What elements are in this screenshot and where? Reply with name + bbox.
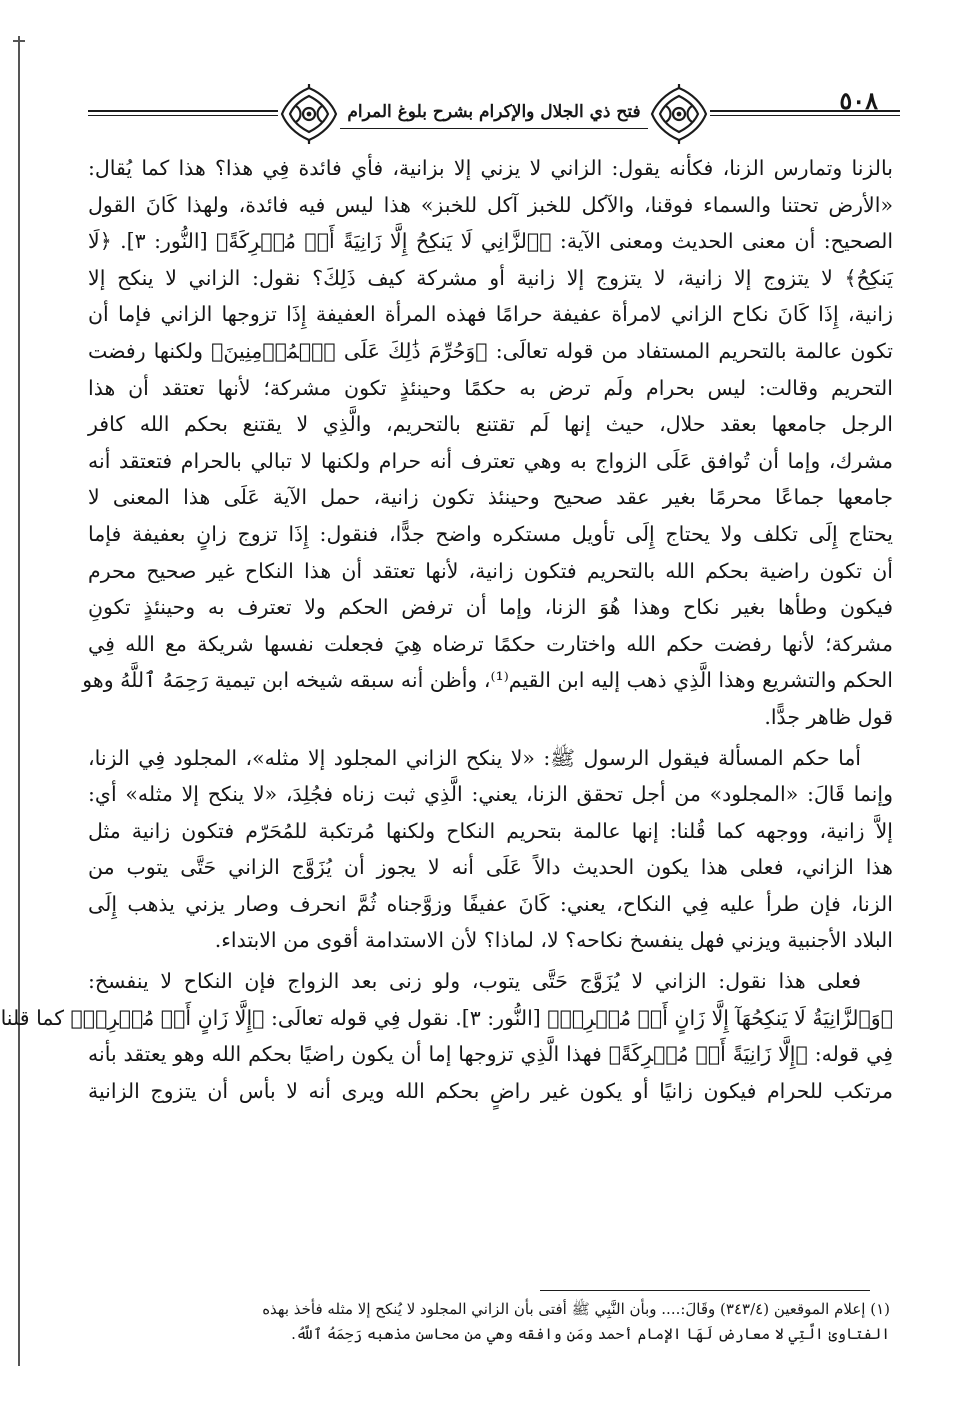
text-line: أن تكون راضية بحكم الله بالتحريم فتكون زانية، لأنها تعتقد أن هذا النكاح غير صحيح محرم	[88, 558, 893, 583]
footnote-line: (١) إعلام الموقعين (٣٤٣/٤) وقَالَ:.... وبأن النَّبِي ﷺ أفتى بأن الزاني المجلود لا يُنكح إلا مثله فأخذ بهذه	[262, 1300, 890, 1318]
footnote-separator	[540, 1290, 870, 1291]
body-text	[0, 150, 894, 1109]
page-number: ٥٠٨	[839, 86, 878, 115]
text-line: التحريم وقالت: ليس بحرام ولَم ترض به حكمًا وحينئذٍ تكون مشركة؛ لأنها تعتقد أن هذا	[88, 375, 893, 400]
text-line: الزنا، فإن طرأ عليه فِي النكاح، يعني: كَانَ عفيفًا وزوَّجناه ثُمَّ انحرف وصار يزني يذهب إِلَى	[88, 891, 893, 916]
running-title: فتح ذي الجلال والإكرام بشرح بلوغ المرام	[347, 102, 641, 122]
header-rule-left	[88, 110, 278, 112]
text-line: يَنكِحُ﴾ لا يتزوج إلا زانية، لا يتزوج إلا زانية أو مشركة كيف ذَلِكَ؟ نقول: الزاني لا ينكح إلا	[88, 265, 893, 290]
footnotes	[100, 1297, 890, 1347]
text-line: تكون عالمة بالتحريم المستفاد من قوله تعالَى: ﴿وَحُرِّمَ ذَٰلِكَ عَلَى ٱلۡمُؤۡمِنِينَ﴾ ولكنها رفضت	[88, 338, 893, 363]
right-ornament-icon	[648, 84, 710, 144]
text-line: البلاد الأجنبية ويزني فهل ينفسخ نكاحه؟ لا، لماذا؟ لأن الاستدامة أقوى من الابتداء.	[214, 928, 893, 953]
text-line: بالزنا وتمارس الزنا، فكأنه يقول: الزاني لا يزني إلا بزانية، فأي فائدة فِي هذا؟ هذا كما يُقال:	[88, 156, 893, 180]
header-rule-right-thin	[710, 115, 900, 116]
text-line: وإنما قَالَ: «المجلود» من أجل تحقق الزنا، يعني: الَّذِي ثبت زناه فجُلِدَ، «لا ينكح إلا مثله» أي:	[88, 782, 893, 807]
text-line: هذا الزاني، فعلى هذا يكون الحديث دالاً عَلَى أنه لا يجوز أن يُزَوَّج الزاني حَتَّى يتوب من	[88, 855, 893, 880]
text-line: فيكون وطأها بغير نكاح وهذا هُوَ الزنا، وإما أن ترفض الحكم ولا تعترف به وحينئذٍ تكونِ	[88, 595, 893, 620]
page-edge-tick	[13, 40, 25, 42]
text-line: فعلى هذا نقول: الزاني لا يُزَوَّج حَتَّى يتوب، ولو زنى بعد الزواج فإن النكاح لا ينفسخ:	[88, 969, 861, 994]
left-ornament-icon	[278, 84, 340, 144]
header-rule-middle	[340, 128, 648, 129]
text-line: قول ظاهر جدًّا.	[764, 704, 893, 729]
text-line: الصحيح: أن معنى الحديث ومعنى الآية: ﴿ٱلزَّانِي لَا يَنكِحُ إِلَّا زَانِيَةً أَوۡ مُشۡرِكَةً﴾ [النُّور: ٣]. ﴿لَا	[88, 229, 894, 254]
footnote-line: الفتاوىٰ الَّتِي لا معارض لَهَا الإمام أحمد ومَن وافقه وهي من محاسن مذهبه رَحِمَهُ ٱللَّهُ.	[291, 1325, 890, 1343]
text-line: فِي قوله: ﴿إِلَّا زَانِيَةً أَوۡ مُشۡرِكَةً﴾ فهذا الَّذِي تزوجها إما أن يكون راضيًا بحكم الله وهو يعتقد بأنه	[88, 1042, 893, 1067]
text-line: مشركة؛ لأنها رفضت حكم الله واختارت حكمًا ترضاه هِيَ فجعلت نفسها شريكة مع الله فِي	[88, 631, 893, 656]
page-header	[88, 80, 900, 150]
text-line: الحكم والتشريع وهذا الَّذِي ذهب إليه ابن القيم⁽¹⁾، وأظن أنه سبقه شيخه ابن تيمية رَحِمَهُ ٱللَّهُ وهو	[82, 668, 893, 693]
text-line: مشرك، وإما أن تُوافق عَلَى الزواج به وهي تعترف أنه حرام ولكنها لا تبالي بالحرام فتعتقد أنه	[88, 448, 893, 473]
text-line: «الأرض تحتنا والسماء فوقنا، والآكل للخبز آكل للخبز» هذا ليس فيه فائدة، ولهذا كَانَ القول	[88, 192, 893, 217]
text-line: الرجل جامعها بعقد حلال، حيث إنها لَم تقتنع بالتحريم، والَّذِي لا يقتنع بحكم الله كافر	[88, 412, 893, 437]
text-line: ﴿وَٱلزَّانِيَةُ لَا يَنكِحُهَآ إِلَّا زَانٍ أَوۡ مُشۡرِكٞ﴾ [النُّور: ٣]. نقول فِي قوله تعالَى: ﴿إِلَّا زَانٍ أَوۡ مُشۡرِكٞ﴾ كما قلنا	[0, 1005, 893, 1030]
text-line: يحتاج إِلَى تكلف ولا يحتاج إِلَى تأويل مستكره واضح جدًّا، فنقول: إِذَا تزوج زانٍ بعفيفة فإما	[88, 521, 893, 546]
text-line: أما حكم المسألة فيقول الرسول ﷺ: «لا ينكح الزاني المجلود إلا مثله»، المجلود فِي الزنا،	[88, 745, 861, 770]
text-line: جامعها جماعًا محرمًا بغير عقد صحيح وحينئذ تكون زانية، حمل الآية عَلَى هذا المعنى لا	[88, 485, 893, 510]
header-rule-left-thin	[88, 115, 278, 116]
text-line: إلاَّ زانية، ووجهه كما قُلنا: إنها عالمة بتحريم النكاح ولكنها مُرتكبة للمُحَرّم فتكون زانية مثل	[88, 818, 893, 843]
text-line: مرتكب للحرام فيكون زانيًا أو يكون غير راضٍ بحكم الله ويرى أنه لا بأس أن يتزوج الزانية	[88, 1078, 893, 1103]
page-edge-line	[18, 36, 20, 1366]
text-line: زانية، إِذَا كَانَ نكاح الزاني لامرأة عفيفة حرامًا فهذه المرأة العفيفة إِذَا تزوجها الزاني فإما أن	[88, 302, 893, 327]
